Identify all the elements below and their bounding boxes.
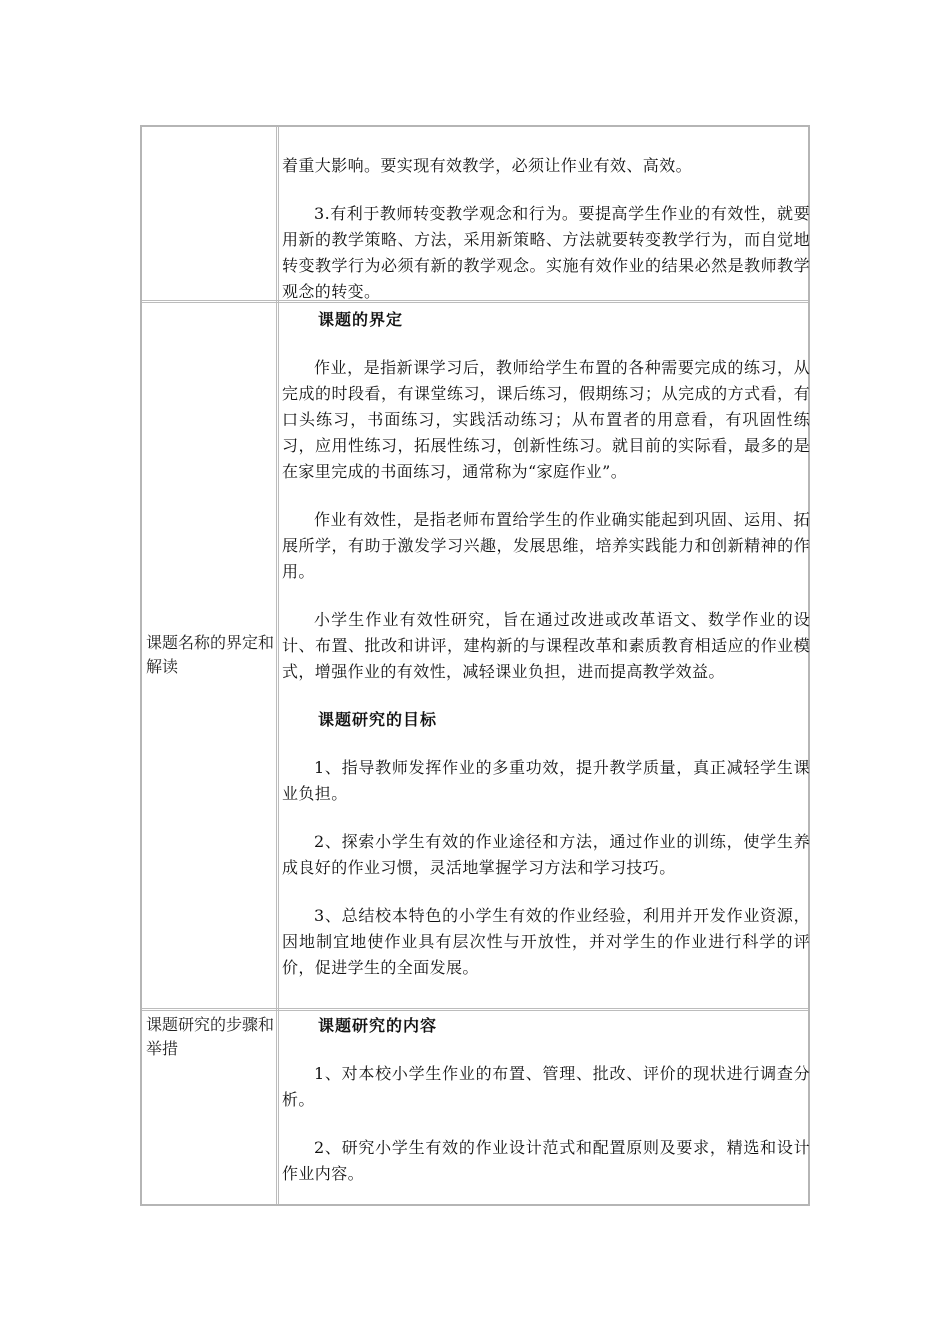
table-row [142, 303, 808, 1009]
section-heading: 课题的界定 [318, 310, 404, 329]
table-row [142, 127, 808, 301]
row-label: 课题研究的步骤和举措 [146, 1015, 275, 1058]
paragraph: 1、指导教师发挥作业的多重功效，提升教学质量，真正减轻学生课业负担。 [282, 758, 810, 803]
paragraph: 作业有效性，是指老师布置给学生的作业确实能起到巩固、运用、拓展所学，有助于激发学习兴趣，发展思维，培养实践能力和创新精神的作用。 [282, 510, 810, 581]
paragraph: 小学生作业有效性研究，旨在通过改进或改革语文、数学作业的设计、布置、批改和讲评，建构新的与课程改革和素质教育相适应的作业模式，增强作业的有效性，减轻课业负担，进而提高教学效益。 [282, 610, 810, 681]
row-label: 课题名称的界定和解读 [146, 633, 275, 676]
row-content [282, 1013, 810, 1187]
section-heading: 课题研究的内容 [318, 1016, 438, 1035]
paragraph: 3、总结校本特色的小学生有效的作业经验，利用并开发作业资源，因地制宜地使作业具有层次性与开放性，并对学生的作业进行科学的评价，促进学生的全面发展。 [282, 906, 810, 977]
row-content [282, 307, 810, 981]
paragraph: 着重大影响。要实现有效教学，必须让作业有效、高效。 [282, 156, 693, 175]
paragraph: 作业，是指新课学习后，教师给学生布置的各种需要完成的练习，从完成的时段看，有课堂练习，课后练习，假期练习；从完成的方式看，有口头练习，书面练习，实践活动练习；从布置者的用意看，有巩固性练习，应用性练习，拓展性练习，创新性练习。就目前的实际看，最多的是在家里完成的书面练习，通常称为“家庭作业”。 [282, 358, 810, 481]
section-heading: 课题研究的目标 [318, 710, 438, 729]
document-table [140, 125, 810, 1206]
paragraph: 1、对本校小学生作业的布置、管理、批改、评价的现状进行调查分析。 [282, 1064, 810, 1109]
paragraph: 2、探索小学生有效的作业途径和方法，通过作业的训练，使学生养成良好的作业习惯，灵活地掌握学习方法和学习技巧。 [282, 832, 810, 877]
row-content [282, 153, 810, 305]
table-row [142, 1011, 808, 1204]
paragraph: 2、研究小学生有效的作业设计范式和配置原则及要求，精选和设计作业内容。 [282, 1138, 810, 1183]
paragraph: 3.有利于教师转变教学观念和行为。要提高学生作业的有效性，就要用新的教学策略、方法，采用新策略、方法就要转变教学行为，而自觉地转变教学行为必须有新的教学观念。实施有效作业的结果必然是教师教学观念的转变。 [282, 204, 810, 301]
